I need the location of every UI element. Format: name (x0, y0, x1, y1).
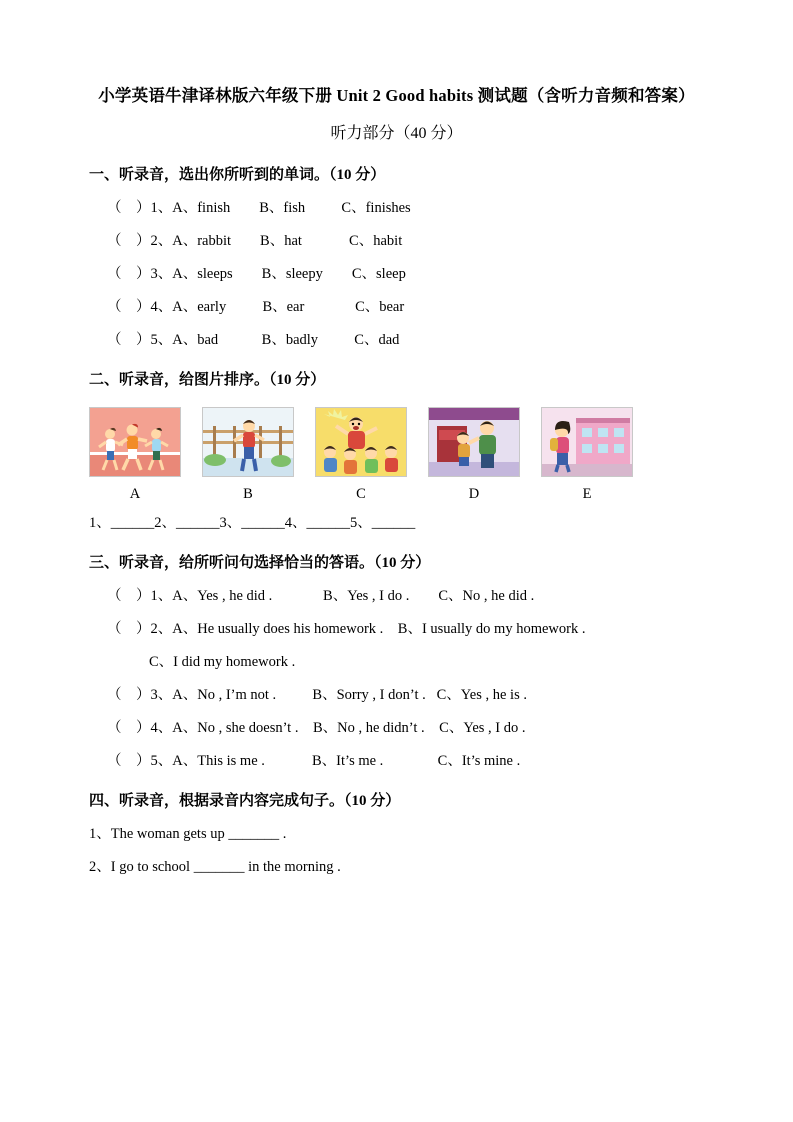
section-head-1: 一、听录音，选出你所听到的单词。（10 分） (89, 167, 386, 183)
picture-e (541, 407, 633, 477)
picture-label: D (468, 486, 480, 502)
picture-label: B (243, 486, 253, 502)
question-item: （ ）5、A、This is me . B、It’s me . C、It’s mine . (107, 753, 521, 769)
question-item: 1、The woman gets up _______ . (89, 826, 287, 842)
picture-b-art (203, 408, 293, 476)
picture-labels (89, 486, 704, 503)
section-head-2: 二、听录音，给图片排序。（10 分） (89, 372, 326, 388)
page-subtitle: 听力部分（40 分） (330, 125, 463, 142)
question-item: （ ）3、A、sleeps B、sleepy C、sleep (107, 266, 406, 282)
question-item: （ ）5、A、bad B、badly C、dad (107, 332, 400, 348)
picture-label: E (582, 486, 592, 502)
question-item: （ ）2、A、rabbit B、hat C、habit (107, 233, 403, 249)
picture-label: C (356, 486, 366, 502)
page-title (89, 78, 704, 114)
picture-e-art (542, 408, 632, 476)
question-item: （ ）1、A、finish B、fish C、finishes (107, 200, 411, 216)
picture-label: A (129, 486, 141, 502)
question-item: （ ）2、A、He usually does his homework . B、I usually do my homework . (107, 621, 586, 637)
ordering-answer-line: 1、______2、______3、______4、______5、______ (89, 515, 416, 531)
picture-c (315, 407, 407, 477)
question-item: （ ）3、A、No , I’m not . B、Sorry , I don’t . C、Yes , he is . (107, 687, 527, 703)
picture-a-art (90, 408, 180, 476)
picture-b (202, 407, 294, 477)
section-head-3: 三、听录音，给所听问句选择恰当的答语。（10 分） (89, 555, 431, 571)
section-head-4: 四、听录音，根据录音内容完成句子。（10 分） (89, 793, 401, 809)
question-item: （ ）4、A、No , she doesn’t . B、No , he didn’t . C、Yes , I do . (107, 720, 526, 736)
picture-row (89, 407, 704, 477)
question-item: 2、I go to school _______ in the morning . (89, 859, 341, 875)
page-title-text: 小学英语牛津译林版六年级下册 Unit 2 Good habits 测试题（含听力音频和答案） (98, 86, 695, 105)
picture-d-art (429, 408, 519, 476)
question-item: （ ）1、A、Yes , he did . B、Yes , I do . C、No , he did . (107, 588, 535, 604)
picture-c-art (316, 408, 406, 476)
picture-d (428, 407, 520, 477)
question-item-cont: C、I did my homework . (149, 654, 296, 670)
picture-a (89, 407, 181, 477)
question-item: （ ）4、A、early B、ear C、bear (107, 299, 405, 315)
document-body (89, 78, 704, 884)
